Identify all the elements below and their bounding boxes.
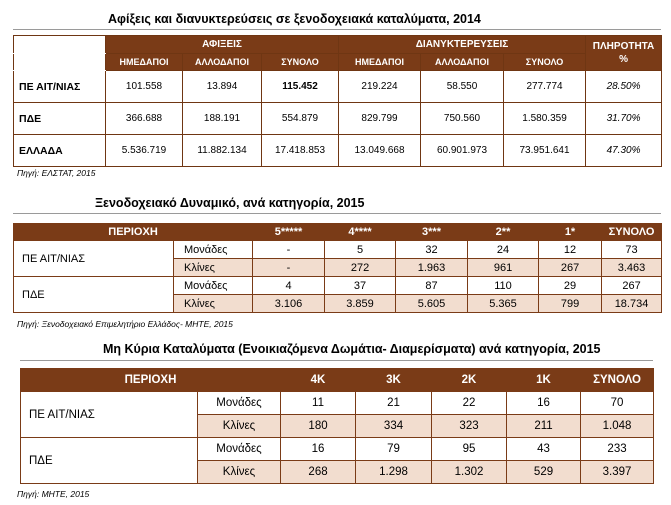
header-3star: 3*** bbox=[396, 224, 468, 241]
table1-title: Αφίξεις και διανυκτερεύσεις σε ξενοδοχειακά καταλύματα, 2014 bbox=[108, 12, 481, 26]
cell: 334 bbox=[356, 415, 432, 438]
cell: 24 bbox=[468, 241, 539, 259]
table-row bbox=[14, 71, 662, 103]
cell-occupancy: 47.30% bbox=[586, 135, 662, 167]
cell-occupancy: 31.70% bbox=[586, 103, 662, 135]
cell: 5.605 bbox=[396, 295, 468, 313]
subheader-overnights-domestic: ΗΜΕΔΑΠΟΙ bbox=[339, 54, 421, 71]
cell: 5.365 bbox=[468, 295, 539, 313]
header-region: ΠΕΡΙΟΧΗ bbox=[21, 369, 281, 392]
header-arrivals: ΑΦΙΞΕΙΣ bbox=[106, 36, 339, 54]
cell: 12 bbox=[539, 241, 602, 259]
cell: 268 bbox=[281, 461, 356, 484]
cell: 13.049.668 bbox=[339, 135, 421, 167]
cell: 3.397 bbox=[581, 461, 654, 484]
row-label: ΠΕ ΑΙΤ/ΝΙΑΣ bbox=[14, 71, 106, 103]
cell: 211 bbox=[507, 415, 581, 438]
cell: 18.734 bbox=[602, 295, 662, 313]
table3-source: Πηγή: ΜΗΤΕ, 2015 bbox=[17, 489, 90, 499]
cell: 21 bbox=[356, 392, 432, 415]
table-row bbox=[21, 392, 654, 415]
cell: 3.106 bbox=[253, 295, 325, 313]
row-sublabel: Μονάδες bbox=[198, 392, 281, 415]
header-total: ΣΥΝΟΛΟ bbox=[581, 369, 654, 392]
table-row bbox=[14, 135, 662, 167]
cell: 188.191 bbox=[183, 103, 262, 135]
cell: 5.536.719 bbox=[106, 135, 183, 167]
header-occupancy-unit: % bbox=[619, 54, 628, 65]
header-corner bbox=[14, 36, 106, 54]
cell: 1.298 bbox=[356, 461, 432, 484]
header-corner-lower bbox=[14, 54, 106, 71]
cell: - bbox=[253, 241, 325, 259]
cell: 11.882.134 bbox=[183, 135, 262, 167]
cell: 73 bbox=[602, 241, 662, 259]
cell: 750.560 bbox=[421, 103, 504, 135]
table3-title: Μη Κύρια Καταλύματα (Ενοικιαζόμενα Δωμάτια- Διαμερίσματα) ανά κατηγορία, 2015 bbox=[103, 342, 601, 356]
table-row bbox=[21, 438, 654, 461]
cell: 1.963 bbox=[396, 259, 468, 277]
cell: 11 bbox=[281, 392, 356, 415]
cell: 272 bbox=[325, 259, 396, 277]
cell: 554.879 bbox=[262, 103, 339, 135]
header-1k: 1Κ bbox=[507, 369, 581, 392]
cell: 799 bbox=[539, 295, 602, 313]
cell: 16 bbox=[281, 438, 356, 461]
header-overnights: ΔΙΑΝΥΚΤΕΡΕΥΣΕΙΣ bbox=[339, 36, 586, 54]
row-sublabel: Μονάδες bbox=[174, 277, 253, 295]
header-2k: 2Κ bbox=[432, 369, 507, 392]
cell: 323 bbox=[432, 415, 507, 438]
subheader-overnights-foreign: ΑΛΛΟΔΑΠΟΙ bbox=[421, 54, 504, 71]
title-divider bbox=[20, 360, 653, 361]
region-label: ΠΕ ΑΙΤ/ΝΙΑΣ bbox=[14, 241, 174, 277]
table1-source: Πηγή: ΕΛΣΤΑΤ, 2015 bbox=[17, 168, 96, 178]
header-3k: 3Κ bbox=[356, 369, 432, 392]
header-region: ΠΕΡΙΟΧΗ bbox=[14, 224, 253, 241]
cell: 961 bbox=[468, 259, 539, 277]
cell: 529 bbox=[507, 461, 581, 484]
cell: 79 bbox=[356, 438, 432, 461]
header-2star: 2** bbox=[468, 224, 539, 241]
row-label: ΠΔΕ bbox=[14, 103, 106, 135]
header-5star: 5***** bbox=[253, 224, 325, 241]
row-sublabel: Κλίνες bbox=[198, 461, 281, 484]
title-divider bbox=[13, 213, 661, 214]
cell: 37 bbox=[325, 277, 396, 295]
cell: 32 bbox=[396, 241, 468, 259]
subheader-overnights-total: ΣΥΝΟΛΟ bbox=[504, 54, 586, 71]
cell: 3.859 bbox=[325, 295, 396, 313]
cell: 267 bbox=[602, 277, 662, 295]
table-row bbox=[14, 103, 662, 135]
header-total: ΣΥΝΟΛΟ bbox=[602, 224, 662, 241]
cell: 87 bbox=[396, 277, 468, 295]
subheader-arrivals-foreign: ΑΛΛΟΔΑΠΟΙ bbox=[183, 54, 262, 71]
cell: 110 bbox=[468, 277, 539, 295]
row-sublabel: Κλίνες bbox=[198, 415, 281, 438]
region-label: ΠΔΕ bbox=[14, 277, 174, 313]
header-occupancy bbox=[586, 36, 662, 71]
cell: 277.774 bbox=[504, 71, 586, 103]
cell: 115.452 bbox=[262, 71, 339, 103]
row-sublabel: Μονάδες bbox=[198, 438, 281, 461]
header-4star: 4**** bbox=[325, 224, 396, 241]
row-label: ΕΛΛΑΔΑ bbox=[14, 135, 106, 167]
header-1star: 1* bbox=[539, 224, 602, 241]
table2-source: Πηγή: Ξενοδοχειακό Επιμελητήριο Ελλάδος- ΜΗΤΕ, 2015 bbox=[17, 319, 233, 329]
cell: 29 bbox=[539, 277, 602, 295]
subheader-arrivals-total: ΣΥΝΟΛΟ bbox=[262, 54, 339, 71]
cell: 180 bbox=[281, 415, 356, 438]
row-sublabel: Μονάδες bbox=[174, 241, 253, 259]
table-row bbox=[14, 277, 662, 295]
cell: 73.951.641 bbox=[504, 135, 586, 167]
cell-occupancy: 28.50% bbox=[586, 71, 662, 103]
subheader-arrivals-domestic: ΗΜΕΔΑΠΟΙ bbox=[106, 54, 183, 71]
cell: - bbox=[253, 259, 325, 277]
cell: 3.463 bbox=[602, 259, 662, 277]
header-occupancy-label: ΠΛΗΡΟΤΗΤΑ bbox=[592, 41, 655, 52]
cell: 95 bbox=[432, 438, 507, 461]
rooms-apartments-table bbox=[20, 368, 654, 484]
cell: 70 bbox=[581, 392, 654, 415]
arrivals-overnights-table bbox=[13, 35, 662, 167]
row-sublabel: Κλίνες bbox=[174, 259, 253, 277]
cell: 219.224 bbox=[339, 71, 421, 103]
cell: 5 bbox=[325, 241, 396, 259]
cell: 43 bbox=[507, 438, 581, 461]
cell: 366.688 bbox=[106, 103, 183, 135]
cell: 22 bbox=[432, 392, 507, 415]
cell: 829.799 bbox=[339, 103, 421, 135]
cell: 58.550 bbox=[421, 71, 504, 103]
cell: 13.894 bbox=[183, 71, 262, 103]
cell: 60.901.973 bbox=[421, 135, 504, 167]
table2-title: Ξενοδοχειακό Δυναμικό, ανά κατηγορία, 2015 bbox=[95, 196, 365, 210]
title-divider bbox=[13, 29, 661, 30]
header-4k: 4Κ bbox=[281, 369, 356, 392]
table-row bbox=[14, 241, 662, 259]
cell: 4 bbox=[253, 277, 325, 295]
cell: 16 bbox=[507, 392, 581, 415]
cell: 267 bbox=[539, 259, 602, 277]
cell: 1.048 bbox=[581, 415, 654, 438]
cell: 101.558 bbox=[106, 71, 183, 103]
region-label: ΠΕ ΑΙΤ/ΝΙΑΣ bbox=[21, 392, 198, 438]
cell: 1.580.359 bbox=[504, 103, 586, 135]
cell: 17.418.853 bbox=[262, 135, 339, 167]
hotel-capacity-table bbox=[13, 223, 662, 313]
cell: 233 bbox=[581, 438, 654, 461]
row-sublabel: Κλίνες bbox=[174, 295, 253, 313]
region-label: ΠΔΕ bbox=[21, 438, 198, 484]
cell: 1.302 bbox=[432, 461, 507, 484]
